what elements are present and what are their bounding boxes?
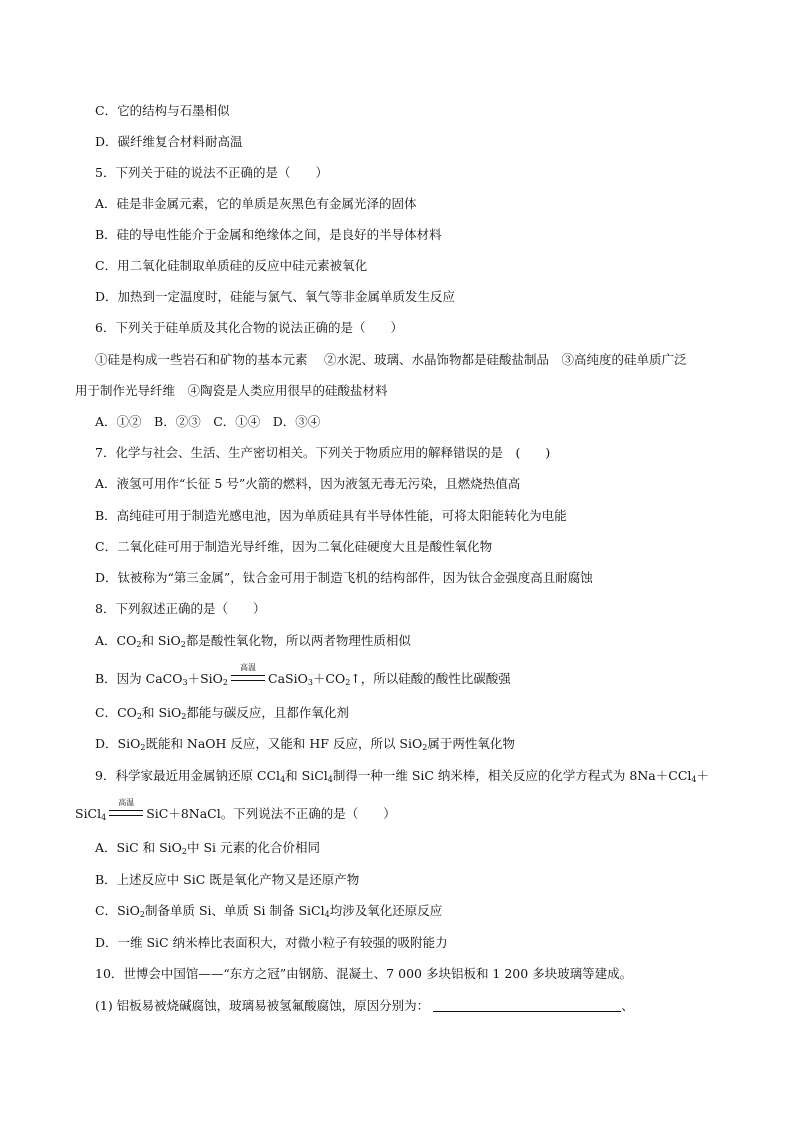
question-10-sub1: (1) 铝板易被烧碱腐蚀，玻璃易被氢氟酸腐蚀，原因分别为： 、: [95, 998, 634, 1013]
question-7-stem: 7．化学与社会、生活、生产密切相关。下列关于物质应用的解释错误的是 ( ): [95, 445, 551, 460]
reaction-condition-equals: 高温: [230, 672, 266, 684]
question-5-stem: 5．下列关于硅的说法不正确的是（ ）: [95, 165, 328, 180]
option-9a: A．SiC 和 SiO$_2$中 Si 元素的化合价相同: [95, 840, 321, 856]
answer-blank[interactable]: [433, 999, 621, 1012]
option-7b: B．高纯硅可用于制造光感电池，因为单质硅具有半导体性能，可将太阳能转化为电能: [95, 508, 567, 523]
option-4d: D．碳纤维复合材料耐高温: [95, 134, 243, 149]
option-4c: C．它的结构与石墨相似: [95, 103, 230, 118]
option-8d: D．SiO$_2$既能和 NaOH 反应，又能和 HF 反应，所以 SiO$_2$属于两性氧化物: [95, 736, 515, 752]
question-10-stem: 10．世博会中国馆——“东方之冠”由钢筋、混凝土、7 000 多块铝板和 1 200 多块玻璃等建成。: [95, 966, 633, 981]
question-8-stem: 8．下列叙述正确的是（ ）: [95, 601, 266, 616]
option-9b: B．上述反应中 SiC 既是氧化产物又是还原产物: [95, 872, 360, 887]
question-6-statements-cont: 用于制作光导纤维 ④陶瓷是人类应用很早的硅酸盐材料: [75, 383, 388, 398]
option-8c: C．$CO_2$和 SiO$_2$都能与碳反应，且都作氧化剂: [95, 705, 349, 721]
question-6-statements: ①硅是构成一些岩石和矿物的基本元素 ②水泥、玻璃、水晶饰物都是硅酸盐制品 ③高纯度的硅单质广泛: [95, 352, 687, 367]
question-6-stem: 6．下列关于硅单质及其化合物的说法正确的是（ ）: [95, 320, 403, 335]
reaction-condition-equals: 高温: [108, 807, 144, 819]
option-8a: A．$CO_2$和 SiO$_2$都是酸性氧化物，所以两者物理性质相似: [95, 633, 411, 649]
option-7c: C．二氧化硅可用于制造光导纤维，因为二氧化硅硬度大且是酸性氧化物: [95, 539, 493, 554]
question-9-stem: 9．科学家最近用金属钠还原 CCl$_4$和 SiCl$_4$制得一种一维 SiC 纳米棒，相关反应的化学方程式为 8Na＋CCl$_4$＋: [95, 768, 709, 784]
option-5b: B．硅的导电性能介于金属和绝缘体之间，是良好的半导体材料: [95, 227, 442, 242]
question-9-stem-cont: SiCl$_4$ 高温 SiC＋8NaCl。下列说法不正确的是（ ）: [75, 798, 396, 822]
option-7d: D．钛被称为“第三金属”，钛合金可用于制造飞机的结构部件，因为钛合金强度高且耐腐蚀: [95, 570, 593, 585]
option-8b: B．因为 CaCO$_3$＋SiO$_2$ 高温 $CaSiO_3+CO_2↑$，所以硅酸的酸性比碳酸强: [95, 663, 511, 687]
option-7a: A．液氢可用作“长征 5 号”火箭的燃料，因为液氢无毒无污染，且燃烧热值高: [95, 476, 521, 491]
option-5d: D．加热到一定温度时，硅能与氯气、氧气等非金属单质发生反应: [95, 289, 456, 304]
option-9d: D．一维 SiC 纳米棒比表面积大，对微小粒子有较强的吸附能力: [95, 935, 448, 950]
option-5a: A．硅是非金属元素，它的单质是灰黑色有金属光泽的固体: [95, 196, 417, 211]
question-6-options: A．①② B．②③ C．①④ D．③④: [95, 414, 321, 429]
option-9c: C．SiO$_2$制备单质 Si、单质 Si 制备 SiCl$_4$均涉及氧化还原反应: [95, 903, 443, 919]
option-5c: C．用二氧化硅制取单质硅的反应中硅元素被氧化: [95, 258, 368, 273]
